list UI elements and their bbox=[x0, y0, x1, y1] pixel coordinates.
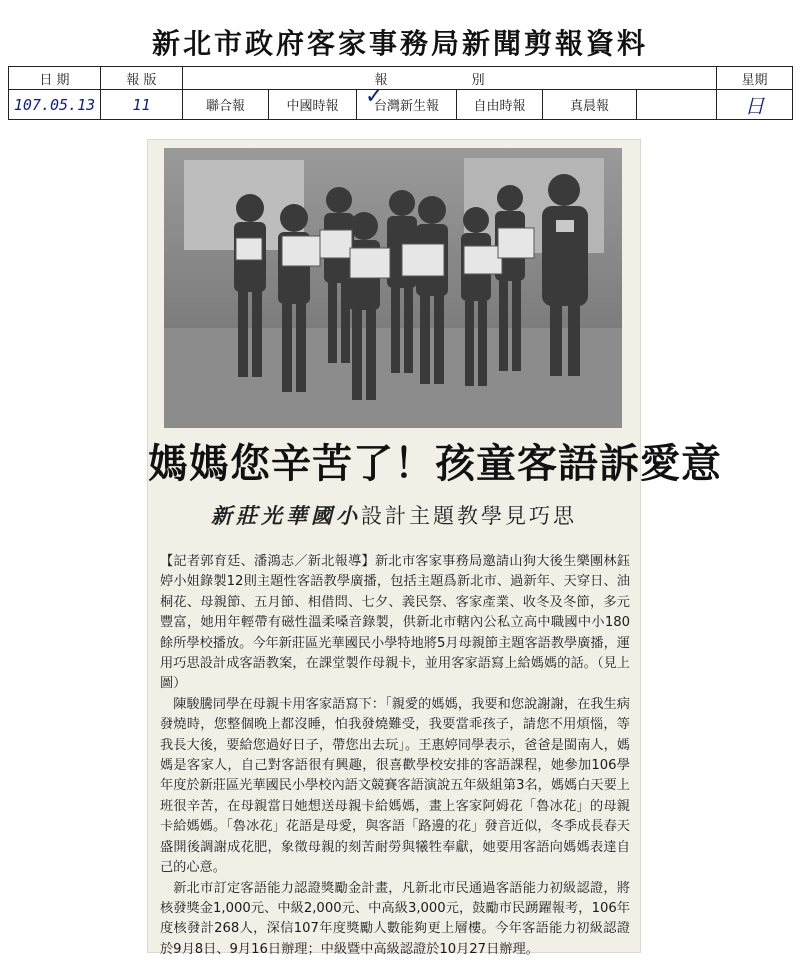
paper-header: 報 別 bbox=[183, 67, 717, 90]
paper-option-zhenchen: 真晨報 bbox=[543, 90, 637, 120]
article-paragraph: 【記者郭育廷、潘鴻志／新北報導】新北市客家事務局邀請山狗大後生樂團林鈺婷小姐錄製12則主題性客語教學廣播，包括主題爲新北市、過新年、天穿日、油桐花、母親節、五月節、相借問、七夕、義民祭、客家產業、收冬及冬節，多元豐富，她用年輕帶有磁性溫柔嗓音錄製，供新北市轄內公私立高中職國中小180餘所學校播放。今年新莊區光華國民小學特地將5月母親節主題客語教學廣播，運用巧思設計成客語教案，在課堂製作母親卡，並用客家語寫上給媽媽的話。（見上圖） bbox=[160, 554, 630, 692]
subheadline-school: 新莊光華國小 bbox=[211, 503, 361, 528]
article-paragraph: 陳駿騰同學在母親卡用客家語寫下：「親愛的媽媽，我要和您說謝謝，在我生病發燒時，您整個晚上都沒睡，怕我發燒難受，我要當乖孩子，請您不用煩惱，等我長大後，要給您過好日子，帶您出去玩」。王惠婷同學表示，爸爸是閩南人，媽媽是客家人，自己對客語很有興趣，很喜歡學校安排的客語課程，她參加106學年度於新莊區光華國民小學校內語文競賽客語演說五年級組第3名，媽媽白天要上班很辛苦，在母親當日她想送母親卡給媽媽，畫上客家阿姆花「魯冰花」的母親卡給媽媽。「魯冰花」花語是母愛，與客語「路邊的花」發音近似，冬季成長春天盛開後調謝成花肥，象徵母親的刻苦耐勞與犧牲奉獻，她要用客語向媽媽表達自己的心意。 bbox=[160, 696, 630, 876]
clipping-meta-table bbox=[8, 66, 793, 120]
date-header: 日 期 bbox=[9, 67, 101, 90]
article-headline: 媽媽您辛苦了！孩童客語訴愛意 bbox=[148, 440, 722, 487]
edition-header: 報 版 bbox=[101, 67, 183, 90]
paper-option-lianhe: 聯合報 bbox=[183, 90, 269, 120]
newspaper-clipping bbox=[148, 140, 722, 957]
paper-option-libertytimes: 自由時報 bbox=[457, 90, 543, 120]
article-photo bbox=[164, 148, 622, 428]
paper-option-label: 台灣新生報 bbox=[373, 99, 439, 114]
paper-option-xinsheng bbox=[357, 84, 457, 120]
article-paragraph: 新北市訂定客語能力認證獎勵金計畫，凡新北市民通過客語能力初級認證，將核發獎金1,000元、中級2,000元、中高級3,000元，鼓勵市民踴躍報考，106年度核發計268人，深信107年度獎勵人數能夠更上層樓。今年客語能力初級認證於9月8日、9月16日辦理；中級暨中高級認證於10月27日辦理。 bbox=[160, 880, 630, 957]
children-with-mothers-day-cards-photo bbox=[164, 148, 622, 428]
article-body bbox=[160, 552, 630, 960]
date-value: 107.05.13 bbox=[9, 90, 101, 120]
weekday-value: 日 bbox=[717, 90, 793, 120]
check-mark-icon: ✓ bbox=[365, 84, 384, 109]
subheadline-text: 設計主題教學見巧思 bbox=[361, 504, 577, 528]
paper-option-blank bbox=[637, 90, 717, 120]
clipping-header-title: 新北市政府客家事務局新聞剪報資料 bbox=[151, 27, 648, 60]
article-subheadline bbox=[148, 500, 640, 530]
paper-option-chinatimes: 中國時報 bbox=[269, 90, 357, 120]
weekday-header: 星期 bbox=[717, 67, 793, 90]
edition-value: 11 bbox=[101, 90, 183, 120]
